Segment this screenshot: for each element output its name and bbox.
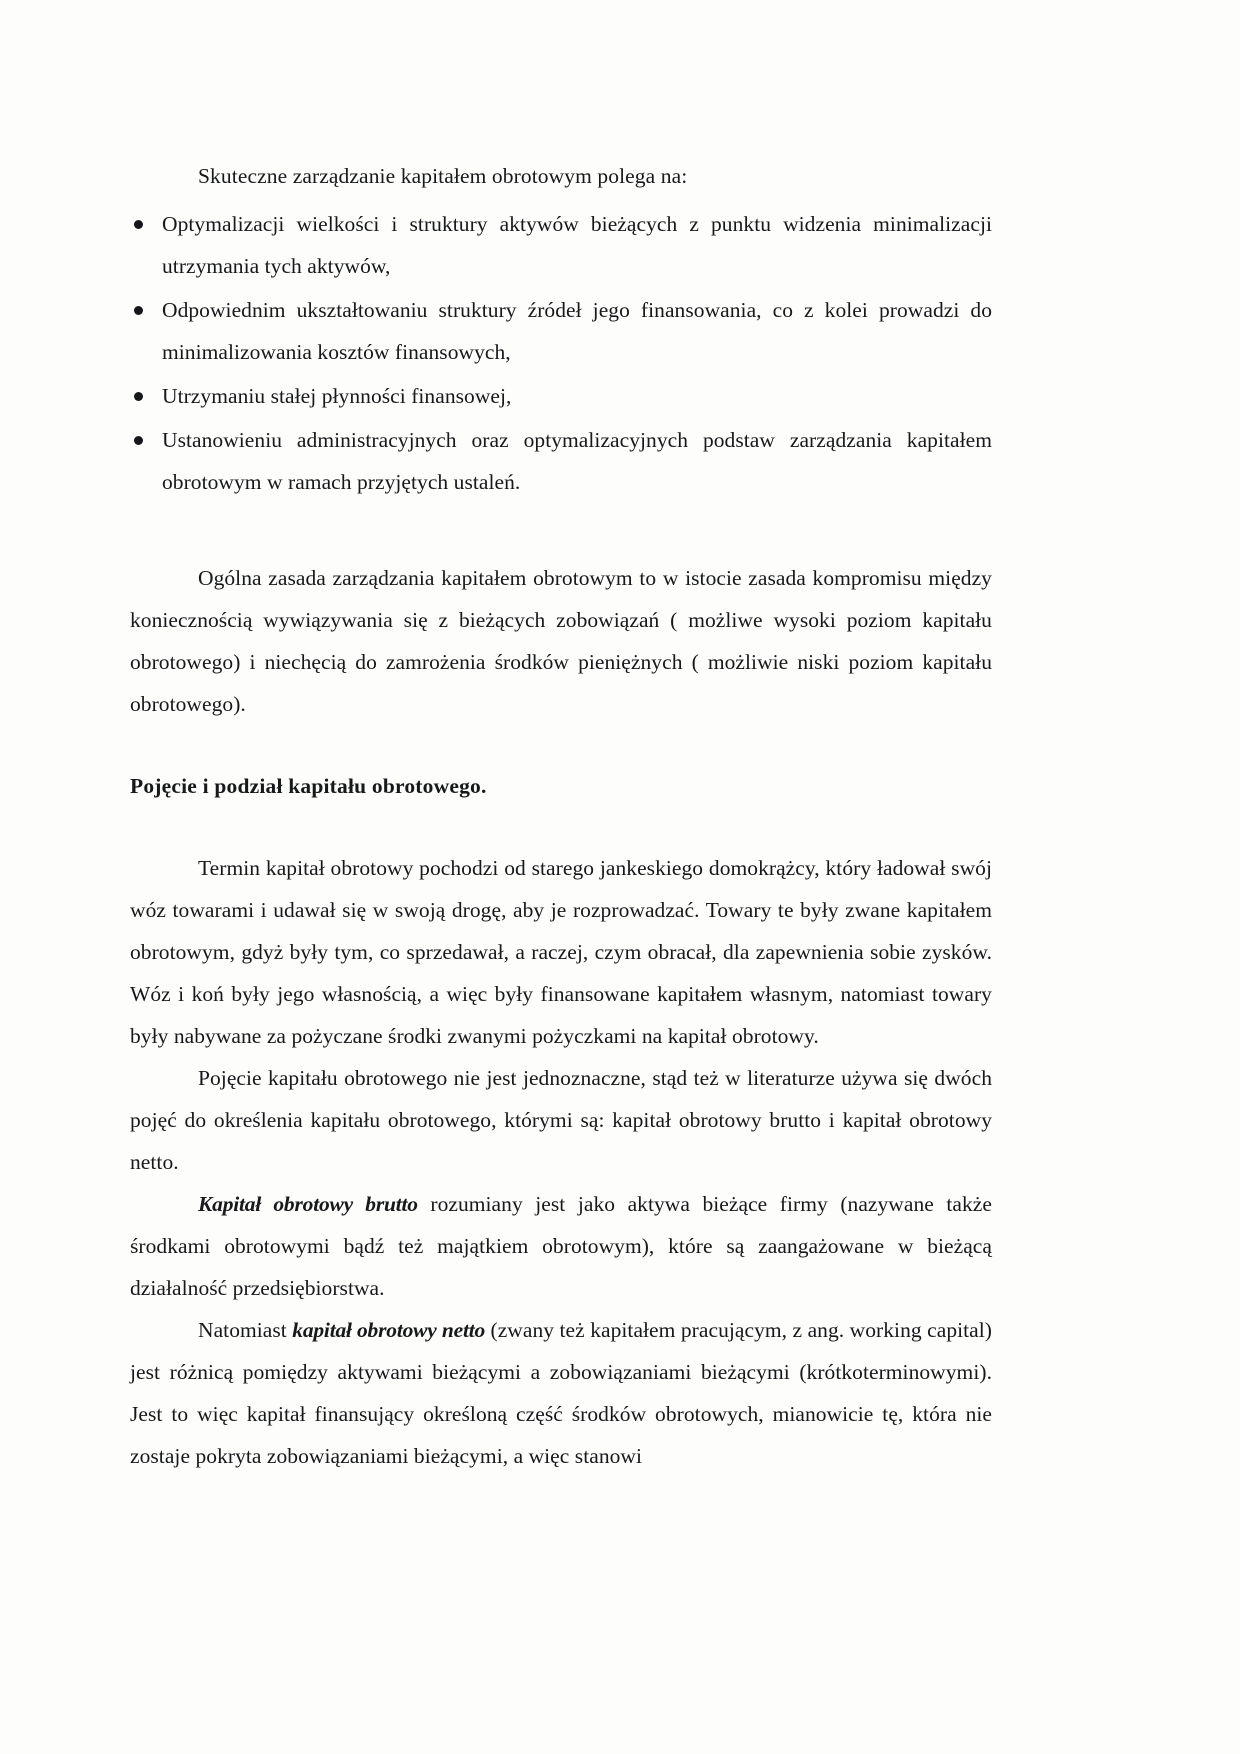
list-item	[130, 419, 992, 503]
section-heading: Pojęcie i podział kapitału obrotowego.	[130, 774, 487, 798]
paragraph-net-capital-lead: Natomiast	[198, 1318, 293, 1342]
bullet-point-icon	[134, 306, 143, 315]
after-heading-spacer	[130, 807, 992, 847]
paragraph-gross-capital-text: rozumiany jest jako aktywa bieżące firmy (nazywane także środkami obrotowymi bądź też majątkiem obrotowym), które są zaangażowane w bieżącą działalność przedsiębiorstwa.	[130, 1192, 992, 1300]
list-item-text: Ustanowieniu administracyjnych oraz optymalizacyjnych podstaw zarządzania kapitałem obrotowym w ramach przyjętych ustaleń.	[162, 428, 992, 494]
emphasis-net-capital: kapitał obrotowy netto	[292, 1318, 486, 1342]
bullet-list	[130, 203, 992, 503]
paragraph-ambiguity: Pojęcie kapitału obrotowego nie jest jednoznaczne, stąd też w literaturze używa się dwóch pojęć do określenia kapitału obrotowego, którymi są: kapitał obrotowy brutto i kapitał obrotowy netto.	[130, 1066, 992, 1174]
bullet-point-icon	[134, 220, 143, 229]
list-item	[130, 203, 992, 287]
paragraph-gross-capital	[130, 1183, 992, 1309]
heading-spacer	[130, 725, 992, 765]
list-item	[130, 289, 992, 373]
list-item-text: Optymalizacji wielkości i struktury aktywów bieżących z punktu widzenia minimalizacji utrzymania tych aktywów,	[162, 212, 992, 278]
list-item	[130, 375, 992, 417]
intro-line: Skuteczne zarządzanie kapitałem obrotowym polega na:	[198, 164, 688, 188]
paragraph-net-capital-text: (zwany też kapitałem pracującym, z ang. working capital) jest różnicą pomiędzy aktywami bieżącymi a zobowiązaniami bieżącymi (krótkoterminowymi). Jest to więc kapitał finansujący określoną część środków obrotowych, mianowicie tę, która nie zostaje pokryta zobowiązaniami bieżącymi, a więc stanowi	[130, 1318, 992, 1468]
bullet-point-icon	[134, 392, 143, 401]
document-body	[130, 155, 992, 1477]
paragraph-spacer	[130, 505, 992, 557]
emphasis-gross-capital: Kapitał obrotowy brutto	[198, 1192, 418, 1216]
list-item-text: Odpowiednim ukształtowaniu struktury źródeł jego finansowania, co z kolei prowadzi do minimalizowania kosztów finansowych,	[162, 298, 992, 364]
paragraph-general-rule: Ogólna zasada zarządzania kapitałem obrotowym to w istocie zasada kompromisu między koniecznością wywiązywania się z bieżących zobowiązań ( możliwe wysoki poziom kapitału obrotowego) i niechęcią do zamrożenia środków pieniężnych ( możliwie niski poziom kapitału obrotowego).	[130, 566, 992, 716]
bullet-point-icon	[134, 436, 143, 445]
paragraph-net-capital	[130, 1309, 992, 1477]
list-item-text: Utrzymaniu stałej płynności finansowej,	[162, 384, 512, 408]
paragraph-origin: Termin kapitał obrotowy pochodzi od starego jankeskiego domokrążcy, który ładował swój wóz towarami i udawał się w swoją drogę, aby je rozprowadzać. Towary te były zwane kapitałem obrotowym, gdyż były tym, co sprzedawał, a raczej, czym obracał, dla zapewnienia sobie zysków. Wóz i koń były jego własnością, a więc były finansowane kapitałem własnym, natomiast towary były nabywane za pożyczane środki zwanymi pożyczkami na kapitał obrotowy.	[130, 856, 992, 1048]
